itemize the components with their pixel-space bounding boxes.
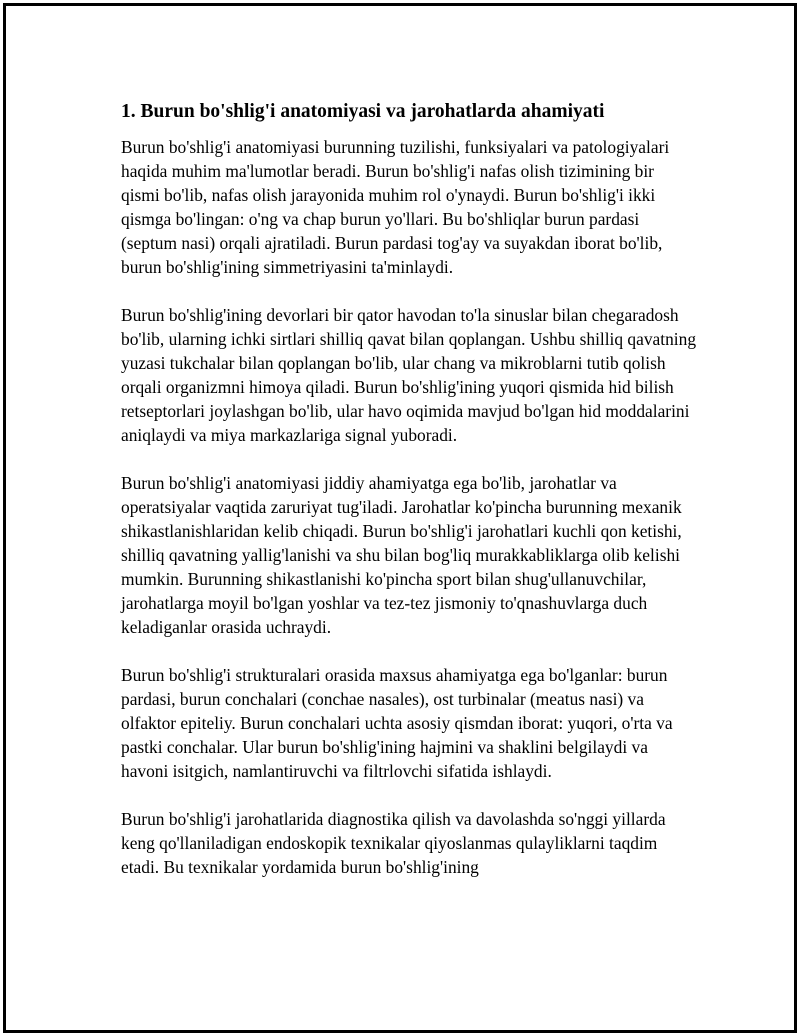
page-frame (3, 3, 797, 1033)
document-body (121, 99, 696, 903)
paragraph-1: Burun bo'shlig'i anatomiyasi burunning tuzilishi, funksiyalari va patologiyalari haqida muhim ma'lumotlar beradi. Burun bo'shlig'i nafas olish tizimining bir qismi bo'lib, nafas olish jarayonida muhim rol o'ynaydi. Burun bo'shlig'i ikki qismga bo'lingan: o'ng va chap burun yo'llari. Bu bo'shliqlar burun pardasi (septum nasi) orqali ajratiladi. Burun pardasi tog'ay va suyakdan iborat bo'lib, burun bo'shlig'ining simmetriyasini ta'minlaydi. (121, 137, 670, 277)
paragraph-2: Burun bo'shlig'ining devorlari bir qator havodan to'la sinuslar bilan chegaradosh bo'lib, ularning ichki sirtlari shilliq qavat bilan qoplangan. Ushbu shilliq qavatning yuzasi tukchalar bilan qoplangan bo'lib, ular chang va mikroblarni tutib qolish orqali organizmni himoya qiladi. Burun bo'shlig'ining yuqori qismida hid bilish retseptorlari joylashgan bo'lib, ular havo oqimida mavjud bo'lgan hid moddalarini aniqlaydi va miya markazlariga signal yuboradi. (121, 305, 697, 445)
paragraph-4: Burun bo'shlig'i strukturalari orasida maxsus ahamiyatga ega bo'lganlar: burun pardasi, burun conchalari (conchae nasales), ost turbinalar (meatus nasi) va olfaktor epiteliy. Burun conchalari uchta asosiy qismdan iborat: yuqori, o'rta va pastki conchalar. Ular burun bo'shlig'ining hajmini va shaklini belgilaydi va havoni isitgich, namlantiruvchi va filtrlovchi sifatida ishlaydi. (121, 665, 673, 781)
paragraph-3: Burun bo'shlig'i anatomiyasi jiddiy ahamiyatga ega bo'lib, jarohatlar va operatsiyalar vaqtida zaruriyat tug'iladi. Jarohatlar ko'pincha burunning mexanik shikastlanishlaridan kelib chiqadi. Burun bo'shlig'i jarohatlari kuchli qon ketishi, shilliq qavatning yallig'lanishi va shu bilan bog'liq murakkabliklarga olib kelishi mumkin. Burunning shikastlanishi ko'pincha sport bilan shug'ullanuvchilar, jarohatlarga moyil bo'lgan yoshlar va tez-tez jismoniy to'qnashuvlarga duch keladiganlar orasida uchraydi. (121, 473, 682, 637)
paragraph-5: Burun bo'shlig'i jarohatlarida diagnostika qilish va davolashda so'nggi yillarda keng qo'llaniladigan endoskopik texnikalar qiyoslanmas qulayliklarni taqdim etadi. Bu texnikalar yordamida burun bo'shlig'ining (121, 809, 666, 877)
section-heading: 1. Burun bo'shlig'i anatomiyasi va jarohatlarda ahamiyati (121, 101, 605, 122)
